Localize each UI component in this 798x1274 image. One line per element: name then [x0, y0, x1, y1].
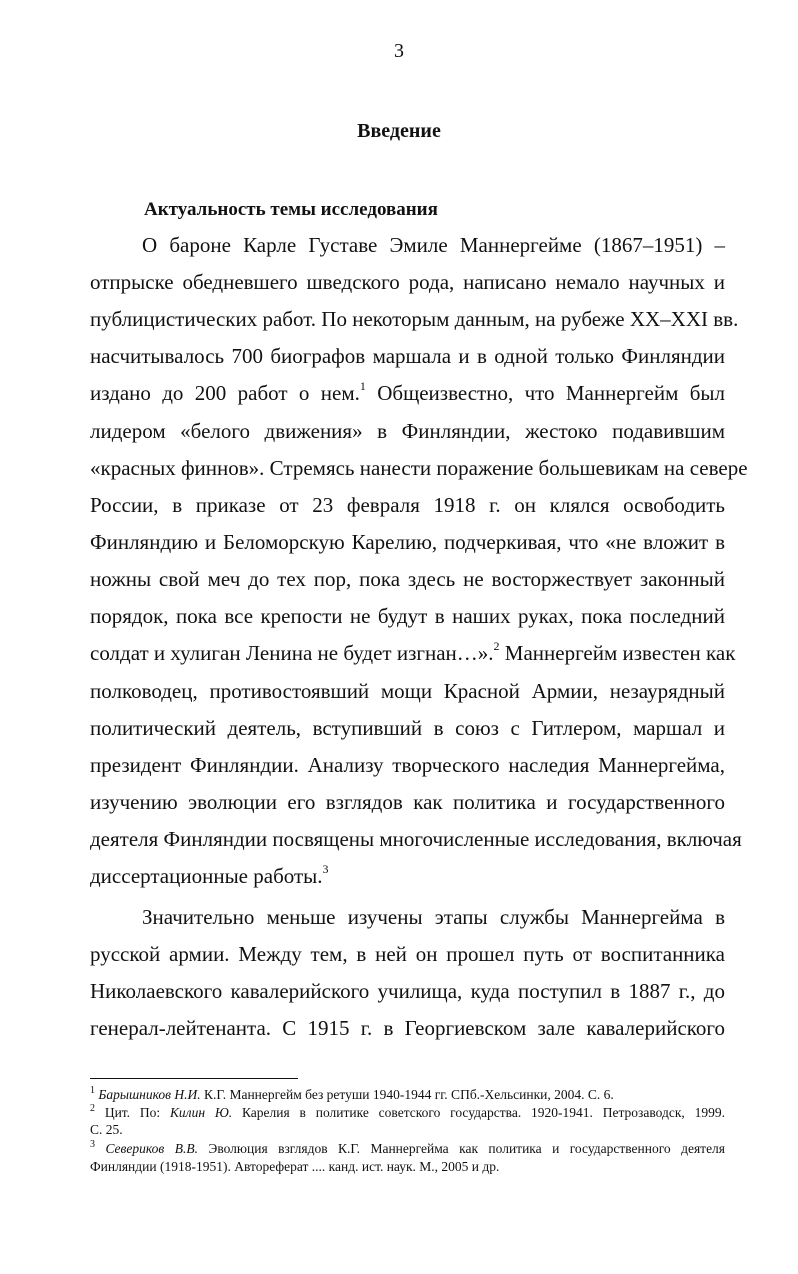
text-line: «красных финнов». Стремясь нанести поражение большевикам на севере	[90, 456, 748, 480]
text-line: О бароне Карле Густаве Эмиле Маннергейме (1867–1951) –	[142, 233, 725, 257]
footnote-mark: 2	[90, 1102, 95, 1114]
text-line: публицистических работ. По некоторым данным, на рубеже XX–XXI вв.	[90, 307, 739, 331]
text-line: Николаевского кавалерийского училища, куда поступил в 1887 г., до	[90, 979, 725, 1003]
footnote-ref: 3	[322, 862, 329, 876]
footnote-ref: 2	[493, 639, 500, 653]
text-line: полководец, противостоявший мощи Красной Армии, незаурядный	[90, 679, 725, 703]
footnote-mark: 3	[90, 1138, 95, 1150]
footnote-ref: 1	[359, 379, 366, 393]
text-line: лидером «белого движения» в Финляндии, жестоко подавившим	[90, 419, 725, 443]
text-line: отпрыске обедневшего шведского рода, написано немало научных и	[90, 270, 725, 294]
text-line: России, в приказе от 23 февраля 1918 г. он клялся освободить	[90, 493, 725, 517]
text-line	[90, 863, 725, 889]
footnote-separator	[90, 1078, 298, 1079]
footnote-2	[90, 1104, 725, 1121]
footnote-3	[90, 1140, 725, 1157]
footnote-text: Карелия в политике советского государства. 1920-1941. Петрозаводск, 1999.	[241, 1105, 726, 1120]
footnote-text: Эволюция взглядов К.Г. Маннергейма как политика и государственного деятеля	[208, 1141, 726, 1156]
footnote-author: Килин Ю.	[169, 1105, 233, 1120]
footnote-3-cont: Финляндии (1918-1951). Автореферат .... канд. ист. наук. М., 2005 и др.	[90, 1159, 500, 1174]
footnote-2-cont: С. 25.	[90, 1122, 123, 1137]
footnote-author: Севериков В.В.	[105, 1141, 198, 1156]
text-fragment: Общеизвестно, что Маннергейм был	[377, 381, 725, 405]
footnote-mark: 1	[90, 1084, 95, 1096]
page-title: Введение	[357, 120, 441, 142]
footnote-author: Барышников Н.И.	[98, 1087, 201, 1102]
text-line: ножны свой меч до тех пор, пока здесь не восторжествует законный	[90, 567, 725, 591]
footnote-1	[90, 1086, 725, 1103]
footnote-text: К.Г. Маннергейм без ретуши 1940-1944 гг. СПб.-Хельсинки, 2004. С. 6.	[204, 1087, 614, 1102]
text-line: политический деятель, вступивший в союз с Гитлером, маршал и	[90, 716, 725, 740]
text-line: русской армии. Между тем, в ней он прошел путь от воспитанника	[90, 942, 725, 966]
text-line: президент Финляндии. Анализу творческого наследия Маннергейма,	[90, 753, 725, 777]
text-line: Финляндию и Беломорскую Карелию, подчеркивая, что «не вложит в	[90, 530, 725, 554]
text-line: порядок, пока все крепости не будут в наших руках, пока последний	[90, 604, 725, 628]
text-line: изучению эволюции его взглядов как политика и государственного	[90, 790, 725, 814]
text-fragment: солдат и хулиган Ленина не будет изгнан…».	[90, 641, 494, 665]
text-line	[90, 380, 725, 406]
text-fragment: издано до 200 работ о нем.	[90, 381, 360, 405]
text-line: деятеля Финляндии посвящены многочисленные исследования, включая	[90, 827, 742, 851]
text-line: Значительно меньше изучены этапы службы Маннергейма в	[142, 905, 725, 929]
text-line	[90, 639, 736, 666]
text-fragment: Маннергейм известен как	[504, 641, 736, 665]
section-subheading: Актуальность темы исследования	[144, 199, 438, 220]
page-number: 3	[394, 40, 404, 62]
footnote-prefix: Цит. По:	[104, 1105, 161, 1120]
text-line: насчитывалось 700 биографов маршала и в одной только Финляндии	[90, 344, 725, 368]
text-line: генерал-лейтенанта. С 1915 г. в Георгиевском зале кавалерийского	[90, 1016, 725, 1040]
text-fragment: диссертационные работы.	[90, 864, 323, 888]
